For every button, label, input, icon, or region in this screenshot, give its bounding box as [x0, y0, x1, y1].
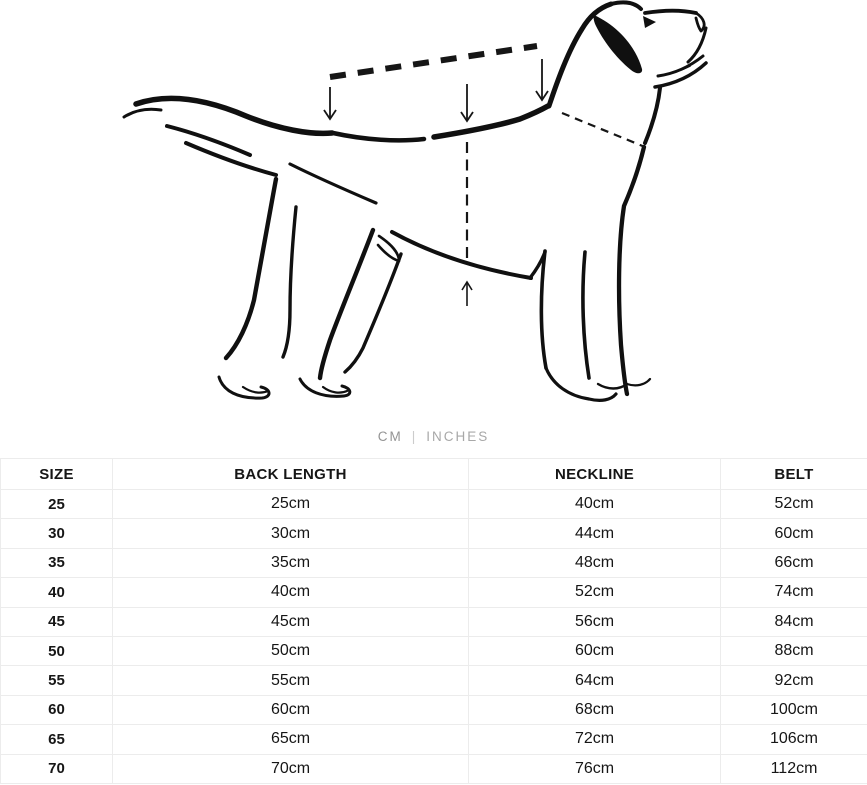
back-length-cell: 70cm: [113, 754, 469, 783]
belt-cell: 74cm: [721, 578, 867, 607]
back-length-cell: 60cm: [113, 695, 469, 724]
neckline-cell: 40cm: [469, 490, 721, 519]
belt-cell: 52cm: [721, 490, 867, 519]
back-length-dashed-line: [330, 46, 537, 77]
size-cell: 30: [1, 519, 113, 548]
unit-toggle-divider: |: [411, 429, 418, 444]
unit-cm-button[interactable]: CM: [377, 429, 403, 444]
back-length-cell: 50cm: [113, 636, 469, 665]
belt-cell: 60cm: [721, 519, 867, 548]
table-row: [1, 578, 867, 607]
table-row: [1, 754, 867, 783]
table-row: [1, 725, 867, 754]
size-cell: 35: [1, 548, 113, 577]
belt-cell: 112cm: [721, 754, 867, 783]
column-header-belt: BELT: [721, 459, 867, 490]
column-header-neckline: NECKLINE: [469, 459, 721, 490]
size-cell: 45: [1, 607, 113, 636]
table-row: [1, 548, 867, 577]
size-cell: 65: [1, 725, 113, 754]
column-header-size: SIZE: [1, 459, 113, 490]
unit-toggle: [0, 429, 867, 444]
back-length-cell: 40cm: [113, 578, 469, 607]
size-cell: 25: [1, 490, 113, 519]
neckline-cell: 56cm: [469, 607, 721, 636]
neckline-dashed-line: [562, 113, 645, 147]
belt-cell: 92cm: [721, 666, 867, 695]
back-length-cell: 45cm: [113, 607, 469, 636]
belt-cell: 66cm: [721, 548, 867, 577]
neckline-cell: 64cm: [469, 666, 721, 695]
unit-inches-button[interactable]: INCHES: [426, 429, 490, 444]
size-table: [0, 458, 867, 784]
neckline-cell: 76cm: [469, 754, 721, 783]
down-arrow-icon: [536, 59, 548, 100]
back-length-cell: 30cm: [113, 519, 469, 548]
size-cell: 50: [1, 636, 113, 665]
belt-cell: 100cm: [721, 695, 867, 724]
down-arrow-icon: [461, 84, 473, 121]
table-row: [1, 519, 867, 548]
belt-cell: 84cm: [721, 607, 867, 636]
size-cell: 70: [1, 754, 113, 783]
table-row: [1, 695, 867, 724]
table-row: [1, 636, 867, 665]
neckline-cell: 48cm: [469, 548, 721, 577]
back-length-cell: 25cm: [113, 490, 469, 519]
back-length-cell: 65cm: [113, 725, 469, 754]
size-cell: 60: [1, 695, 113, 724]
size-cell: 55: [1, 666, 113, 695]
neckline-cell: 60cm: [469, 636, 721, 665]
neckline-cell: 68cm: [469, 695, 721, 724]
belt-cell: 88cm: [721, 636, 867, 665]
table-row: [1, 607, 867, 636]
down-arrow-icon: [324, 87, 336, 119]
table-row: [1, 666, 867, 695]
size-cell: 40: [1, 578, 113, 607]
up-arrow-icon: [462, 282, 472, 306]
belt-cell: 106cm: [721, 725, 867, 754]
neckline-cell: 44cm: [469, 519, 721, 548]
neckline-cell: 72cm: [469, 725, 721, 754]
back-length-cell: 35cm: [113, 548, 469, 577]
back-length-cell: 55cm: [113, 666, 469, 695]
column-header-back-length: BACK LENGTH: [113, 459, 469, 490]
table-header-row: [1, 459, 867, 490]
neckline-cell: 52cm: [469, 578, 721, 607]
table-row: [1, 490, 867, 519]
